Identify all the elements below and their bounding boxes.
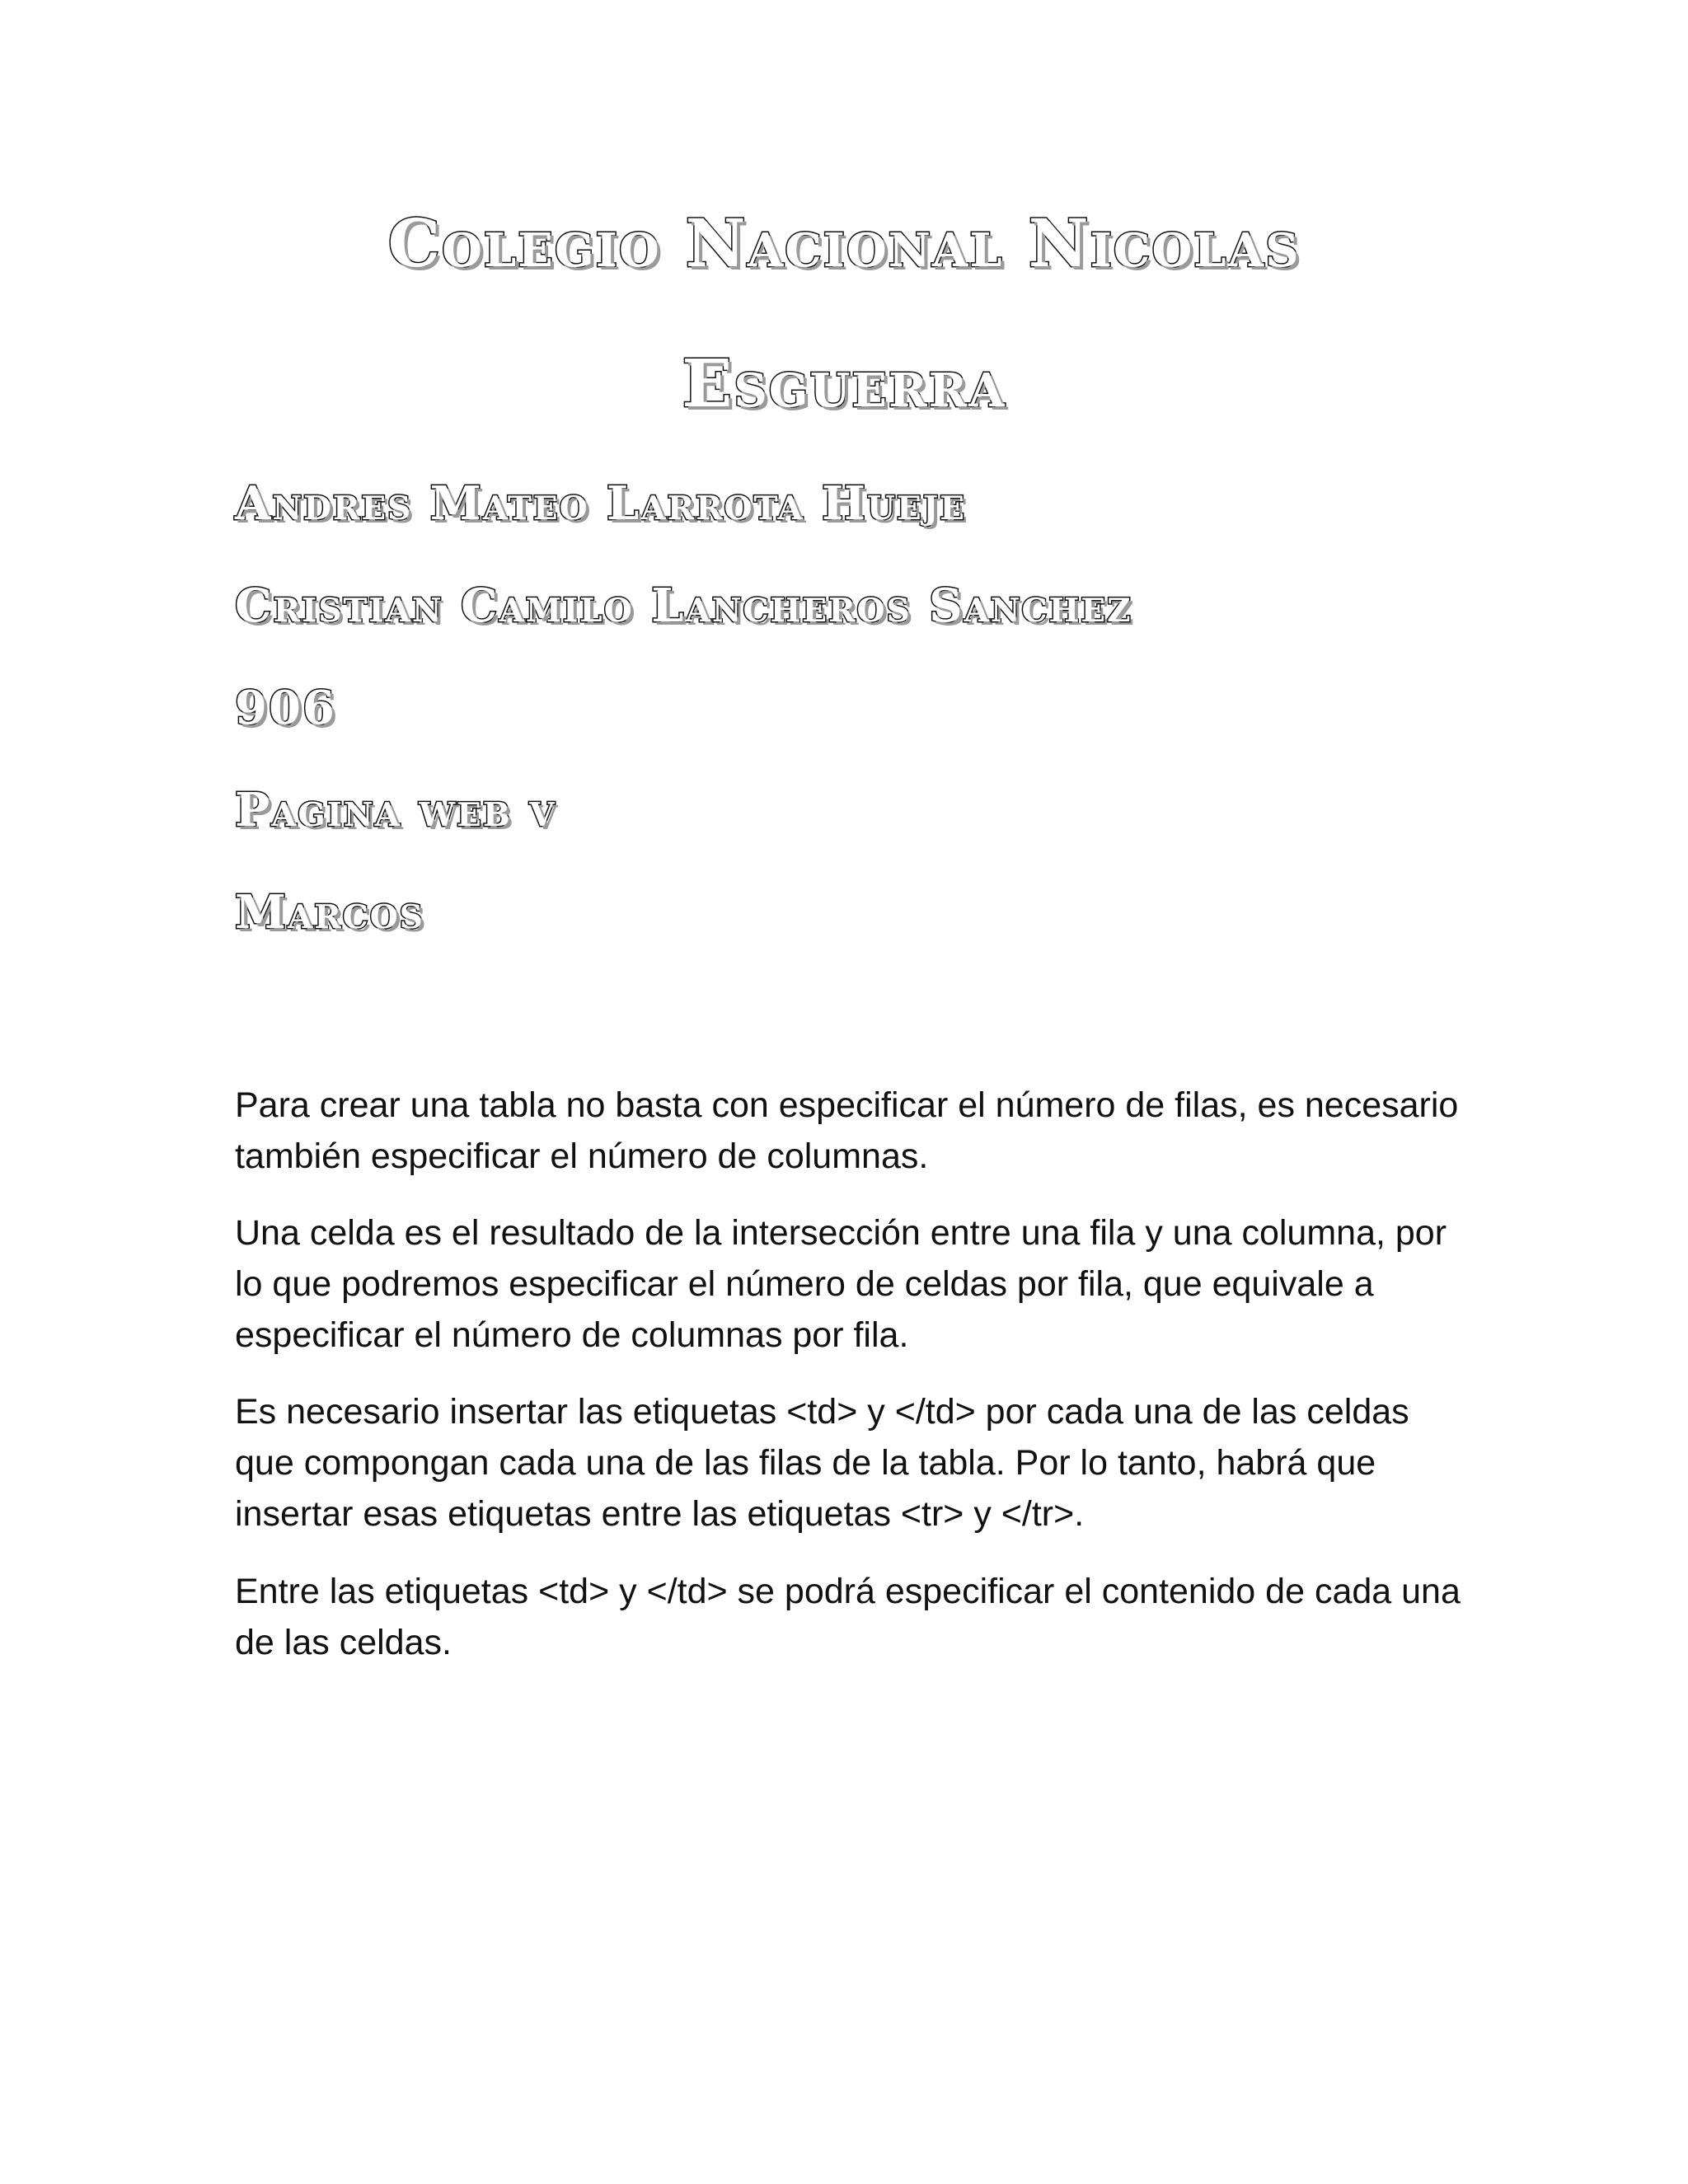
student-name-1: Andres Mateo Larrota Hueje (235, 476, 966, 531)
paragraph-4 (235, 1566, 1463, 1668)
student-name-2: Cristian Camilo Lancheros Sanchez (235, 579, 1132, 633)
class-group: 906 (235, 681, 336, 735)
paragraph-2 (235, 1207, 1463, 1361)
document-title-line-1: Colegio Nacional Nicolas (387, 204, 1301, 282)
assignment-topic: Marcos (235, 885, 424, 940)
paragraph-text: Entre las etiquetas <td> y </td> se podrá especificar el contenido de cada una de las celdas. (235, 1572, 1461, 1662)
document-title-line-2: Esguerra (682, 344, 1006, 422)
paragraph-1 (235, 1080, 1463, 1182)
paragraph-3 (235, 1386, 1463, 1540)
paragraph-text: Una celda es el resultado de la intersección entre una fila y una columna, por lo que podremos especificar el número de celdas por fila, que equivale a especificar el número de columnas por fila. (235, 1213, 1447, 1355)
assignment-title: Pagina web v (235, 783, 556, 837)
paragraph-text: Para crear una tabla no basta con especificar el número de filas, es necesario también especificar el número de columnas. (235, 1085, 1459, 1176)
paragraph-text: Es necesario insertar las etiquetas <td> y </td> por cada una de las celdas que compongan cada una de las filas de la tabla. Por lo tanto, habrá que insertar esas etiquetas entre las etiquetas <tr> y </tr>. (235, 1392, 1409, 1534)
